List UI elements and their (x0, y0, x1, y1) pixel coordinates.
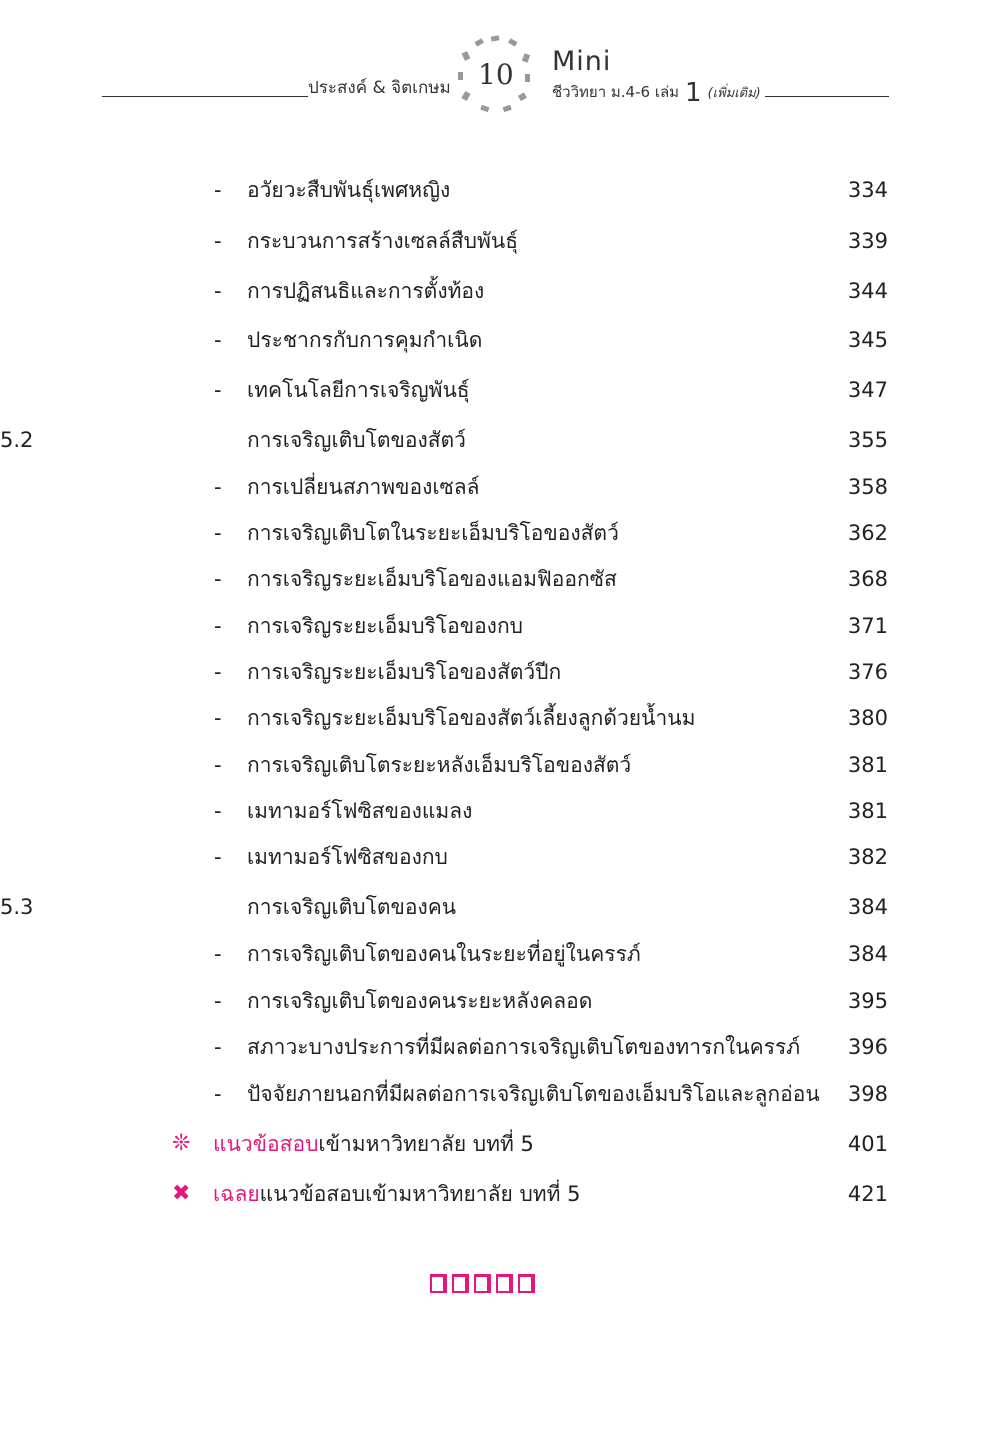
entry-title: เมทามอร์โฟซิสของแมลง (247, 799, 473, 823)
entry-highlight: เฉลย (213, 1182, 260, 1206)
page-number: 10 (478, 58, 514, 91)
toc-entry[interactable] (0, 1129, 992, 1159)
entry-title: การเจริญเติบโตในระยะเอ็มบริโอของสัตว์ (247, 521, 619, 545)
page-ref: 395 (847, 989, 888, 1013)
bullet-dash: - (214, 567, 222, 591)
page-ref: 382 (847, 845, 888, 869)
page-ref: 421 (847, 1182, 888, 1206)
bullet-dash: - (214, 706, 222, 730)
page-ref: 384 (847, 895, 888, 919)
asterisk-flower-icon: ❊ (172, 1131, 191, 1156)
toc-entry[interactable] (0, 425, 992, 455)
section-title: การเจริญเติบโตของคน (247, 895, 457, 919)
page-ref: 381 (847, 753, 888, 777)
page-ref: 358 (847, 475, 888, 499)
section-number: 5.2 (0, 428, 34, 452)
bullet-dash: - (214, 475, 222, 499)
entry-title: การเปลี่ยนสภาพของเซลล์ (247, 475, 480, 499)
header-authors: ประสงค์ & จิตเกษม (308, 78, 451, 98)
toc-entry[interactable] (0, 939, 992, 969)
bullet-dash: - (214, 1082, 222, 1106)
toc-entry[interactable] (0, 276, 992, 306)
square-ornament-icon (518, 1274, 535, 1293)
bullet-dash: - (214, 521, 222, 545)
entry-title (213, 1129, 534, 1159)
page-ref: 380 (847, 706, 888, 730)
edition-note: (เพิ่มเติม) (707, 86, 761, 101)
bullet-dash: - (214, 660, 222, 684)
volume-number: 1 (685, 78, 702, 108)
square-ornament-icon (496, 1274, 513, 1293)
toc-entry[interactable] (0, 226, 992, 256)
entry-title: ประชากรกับการคุมกำเนิด (247, 328, 483, 352)
page-ref: 371 (847, 614, 888, 638)
toc-entry[interactable] (0, 175, 992, 205)
page-ref: 355 (847, 428, 888, 452)
series-logo: Mini (552, 46, 612, 77)
page-ref: 339 (847, 229, 888, 253)
entry-title: กระบวนการสร้างเซลล์สืบพันธุ์ (247, 229, 519, 253)
toc-entry[interactable] (0, 564, 992, 594)
bullet-dash: - (214, 178, 222, 202)
entry-title-rest: เข้ามหาวิทยาลัย บทที่ 5 (318, 1132, 534, 1156)
entry-title: สภาวะบางประการที่มีผลต่อการเจริญเติบโตของทารกในครรภ์ (247, 1035, 801, 1059)
page-ref: 401 (847, 1132, 888, 1156)
entry-highlight: แนวข้อสอบ (213, 1132, 319, 1156)
bullet-dash: - (214, 1035, 222, 1059)
bullet-dash: - (214, 845, 222, 869)
toc-entry[interactable] (0, 325, 992, 355)
entry-title: ปัจจัยภายนอกที่มีผลต่อการเจริญเติบโตของเอ็มบริโอและลูกอ่อน (247, 1082, 820, 1106)
page-ref: 384 (847, 942, 888, 966)
square-ornament-icon (452, 1274, 469, 1293)
toc-entry[interactable] (0, 518, 992, 548)
end-ornament (430, 1274, 535, 1293)
toc-entry[interactable] (0, 1079, 992, 1109)
bullet-dash: - (214, 753, 222, 777)
page-ref: 396 (847, 1035, 888, 1059)
toc-entry[interactable] (0, 750, 992, 780)
toc-entry[interactable] (0, 986, 992, 1016)
entry-title: การเจริญเติบโตของคนในระยะที่อยู่ในครรภ์ (247, 942, 641, 966)
entry-title: เมทามอร์โฟซิสของกบ (247, 845, 448, 869)
bullet-dash: - (214, 279, 222, 303)
page-ref: 376 (847, 660, 888, 684)
page-ref: 345 (847, 328, 888, 352)
page-ref: 398 (847, 1082, 888, 1106)
entry-title: การปฏิสนธิและการตั้งท้อง (247, 279, 485, 303)
section-title: การเจริญเติบโตของสัตว์ (247, 428, 466, 452)
book-title (552, 78, 761, 108)
entry-title: การเจริญระยะเอ็มบริโอของสัตว์เลี้ยงลูกด้วยน้ำนม (247, 706, 696, 730)
toc-entry[interactable] (0, 796, 992, 826)
cross-icon: ✖ (172, 1181, 191, 1206)
toc-entry[interactable] (0, 703, 992, 733)
bullet-dash: - (214, 328, 222, 352)
header-rule-right (765, 96, 889, 97)
square-ornament-icon (430, 1274, 447, 1293)
page-ref: 368 (847, 567, 888, 591)
entry-title: การเจริญระยะเอ็มบริโอของสัตว์ปีก (247, 660, 562, 684)
entry-title: การเจริญระยะเอ็มบริโอของกบ (247, 614, 523, 638)
toc-entry[interactable] (0, 892, 992, 922)
toc-entry[interactable] (0, 472, 992, 502)
page-ref: 334 (847, 178, 888, 202)
page-ref: 347 (847, 378, 888, 402)
page-ref: 381 (847, 799, 888, 823)
toc-entry[interactable] (0, 611, 992, 641)
bullet-dash: - (214, 942, 222, 966)
entry-title (213, 1179, 581, 1209)
entry-title: เทคโนโลยีการเจริญพันธุ์ (247, 378, 470, 402)
header-rule-left (102, 96, 308, 97)
page-ref: 362 (847, 521, 888, 545)
entry-title: อวัยวะสืบพันธุ์เพศหญิง (247, 178, 451, 202)
bullet-dash: - (214, 378, 222, 402)
square-ornament-icon (474, 1274, 491, 1293)
entry-title: การเจริญเติบโตของคนระยะหลังคลอด (247, 989, 593, 1013)
section-number: 5.3 (0, 895, 34, 919)
toc-entry[interactable] (0, 1179, 992, 1209)
bullet-dash: - (214, 799, 222, 823)
page-ref: 344 (847, 279, 888, 303)
bullet-dash: - (214, 989, 222, 1013)
toc-entry[interactable] (0, 375, 992, 405)
toc-entry[interactable] (0, 1032, 992, 1062)
book-title-text: ชีววิทยา ม.4-6 เล่ม (552, 83, 680, 101)
entry-title-rest: แนวข้อสอบเข้ามหาวิทยาลัย บทที่ 5 (259, 1182, 581, 1206)
toc-entry[interactable] (0, 657, 992, 687)
entry-title: การเจริญเติบโตระยะหลังเอ็มบริโอของสัตว์ (247, 753, 632, 777)
bullet-dash: - (214, 614, 222, 638)
toc-entry[interactable] (0, 842, 992, 872)
bullet-dash: - (214, 229, 222, 253)
entry-title: การเจริญระยะเอ็มบริโอของแอมฟิออกซัส (247, 567, 617, 591)
